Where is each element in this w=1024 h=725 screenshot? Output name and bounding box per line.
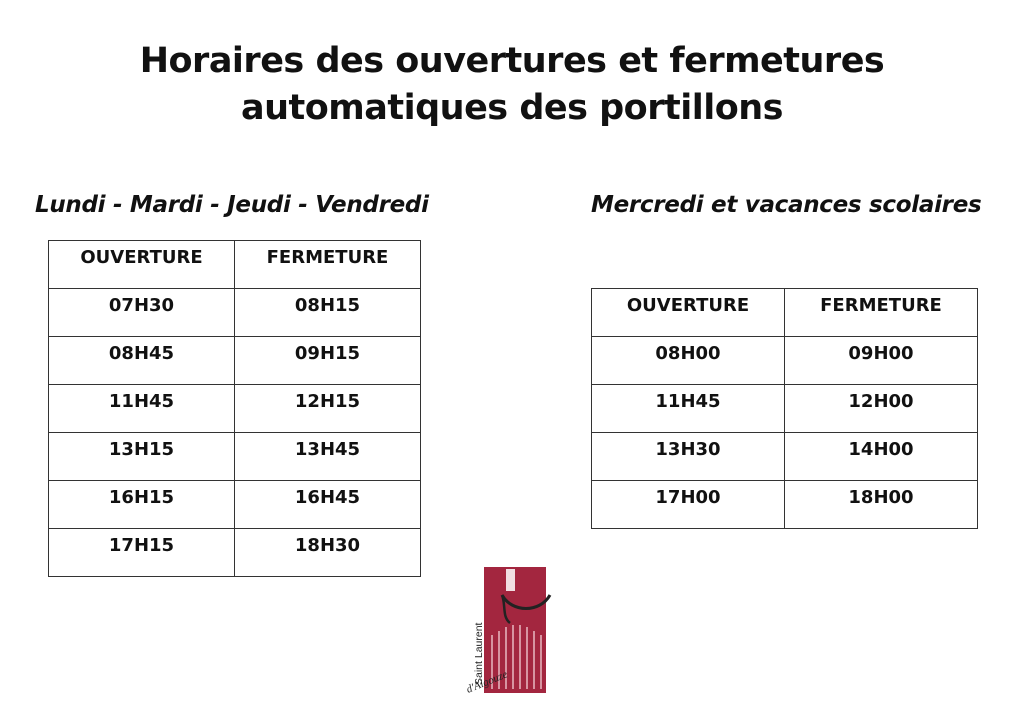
opening-time: 13H15 bbox=[49, 433, 235, 481]
table-row bbox=[49, 433, 421, 481]
logo-text-main: Saint Laurent bbox=[473, 622, 485, 685]
logo-text-script: d'Aigouze bbox=[464, 668, 510, 696]
closing-time: 18H30 bbox=[235, 529, 421, 577]
title-line-2: automatiques des portillons bbox=[240, 88, 784, 128]
opening-time: 11H45 bbox=[49, 385, 235, 433]
closing-time: 08H15 bbox=[235, 289, 421, 337]
table-row bbox=[49, 481, 421, 529]
opening-time: 08H45 bbox=[49, 337, 235, 385]
table-row bbox=[592, 337, 978, 385]
opening-time: 08H00 bbox=[592, 337, 785, 385]
page-title bbox=[0, 38, 1024, 132]
table-row bbox=[592, 481, 978, 529]
closing-time: 09H00 bbox=[785, 337, 978, 385]
opening-time: 17H15 bbox=[49, 529, 235, 577]
column-header-ouverture: OUVERTURE bbox=[49, 241, 235, 289]
opening-time: 13H30 bbox=[592, 433, 785, 481]
table-header-row bbox=[49, 241, 421, 289]
table-row bbox=[49, 337, 421, 385]
column-header-fermeture: FERMETURE bbox=[785, 289, 978, 337]
closing-time: 12H15 bbox=[235, 385, 421, 433]
closing-time: 13H45 bbox=[235, 433, 421, 481]
table-row bbox=[592, 433, 978, 481]
opening-time: 16H15 bbox=[49, 481, 235, 529]
closing-time: 18H00 bbox=[785, 481, 978, 529]
wednesday-schedule-table bbox=[591, 288, 978, 529]
title-line-1: Horaires des ouvertures et fermetures bbox=[139, 41, 885, 81]
table-header-row bbox=[592, 289, 978, 337]
column-header-fermeture: FERMETURE bbox=[235, 241, 421, 289]
column-header-ouverture: OUVERTURE bbox=[592, 289, 785, 337]
closing-time: 09H15 bbox=[235, 337, 421, 385]
table-row bbox=[49, 289, 421, 337]
table-row bbox=[49, 385, 421, 433]
wednesday-heading: Mercredi et vacances scolaires bbox=[591, 192, 982, 218]
town-logo bbox=[462, 565, 556, 697]
table-row bbox=[49, 529, 421, 577]
closing-time: 12H00 bbox=[785, 385, 978, 433]
closing-time: 14H00 bbox=[785, 433, 978, 481]
town-logo-icon bbox=[462, 565, 556, 697]
closing-time: 16H45 bbox=[235, 481, 421, 529]
opening-time: 07H30 bbox=[49, 289, 235, 337]
weekdays-heading: Lundi - Mardi - Jeudi - Vendredi bbox=[35, 192, 429, 218]
opening-time: 11H45 bbox=[592, 385, 785, 433]
opening-time: 17H00 bbox=[592, 481, 785, 529]
weekdays-schedule-table bbox=[48, 240, 421, 577]
logo-tower bbox=[506, 569, 515, 591]
table-row bbox=[592, 385, 978, 433]
